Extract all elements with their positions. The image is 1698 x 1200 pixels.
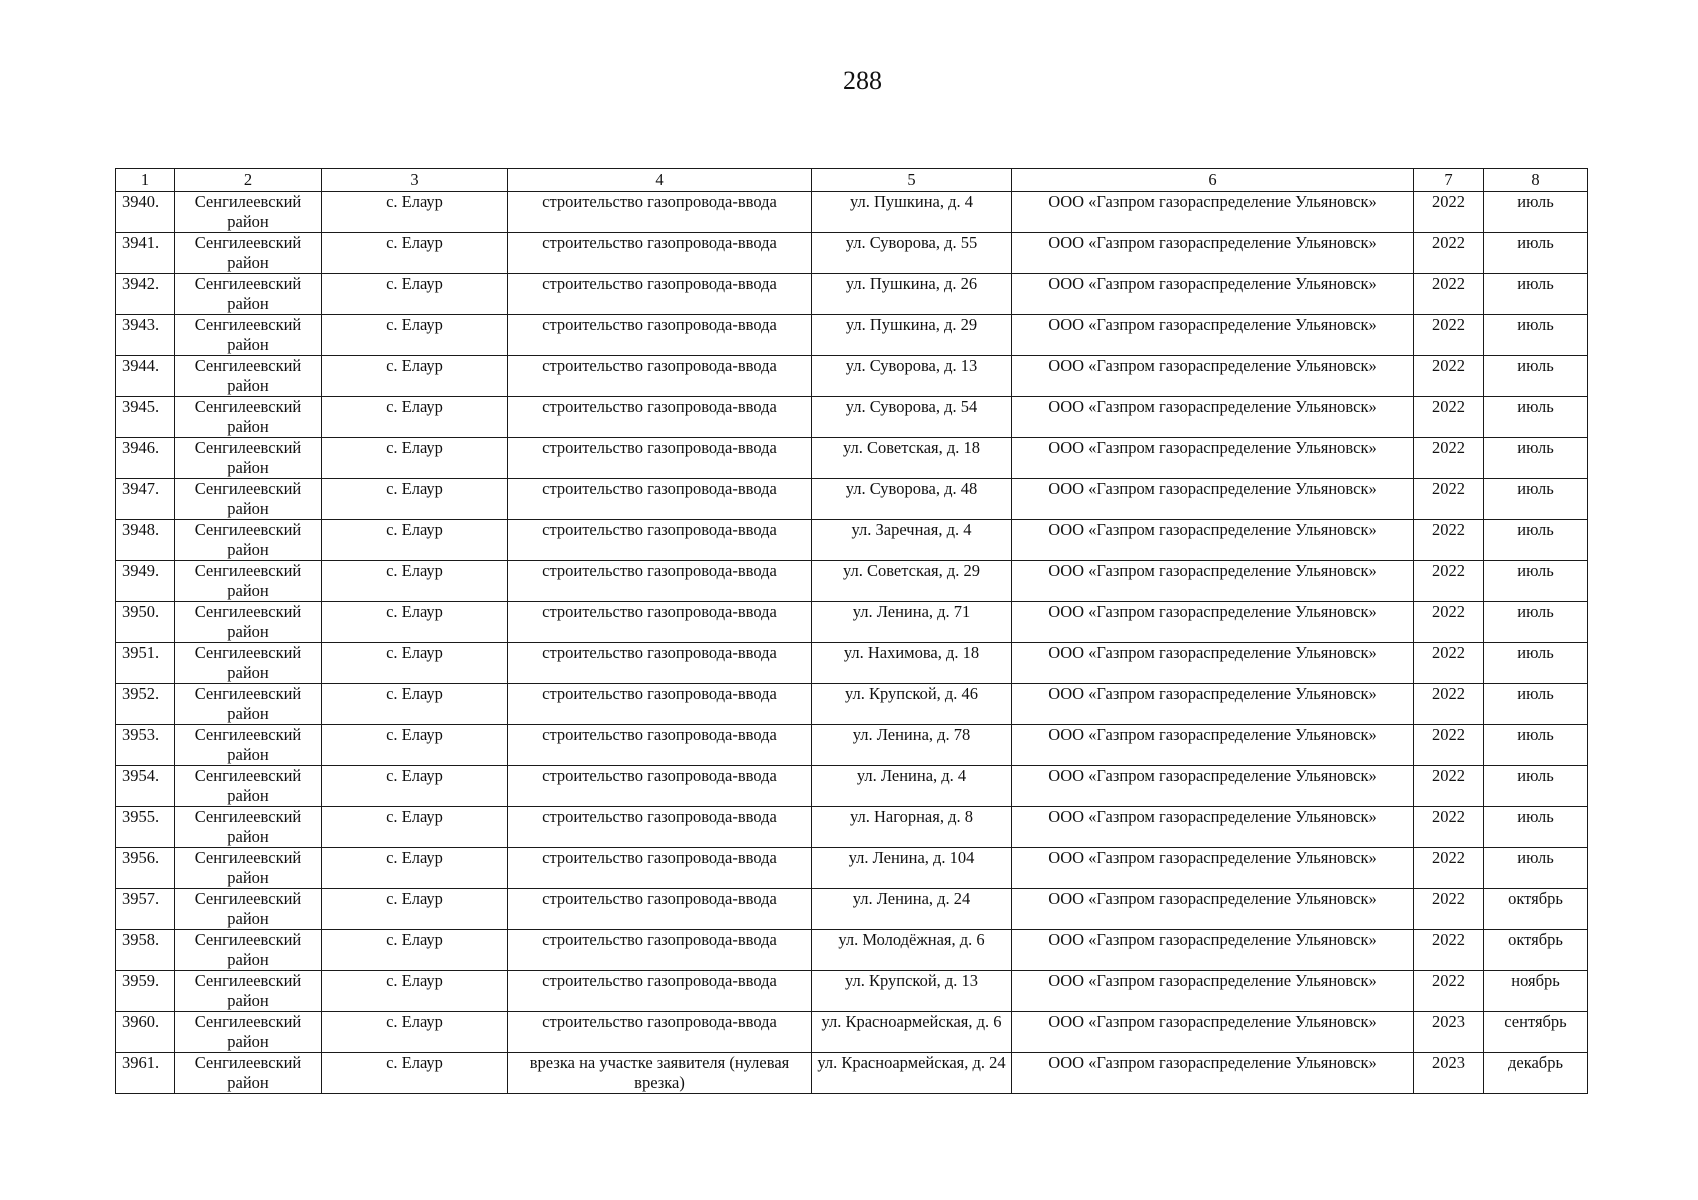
- district-cell: Сенгилеевский район: [175, 274, 322, 315]
- table-row: [116, 192, 1588, 233]
- row-number: 3955.: [116, 807, 175, 848]
- district-cell: Сенгилеевский район: [175, 356, 322, 397]
- year-cell: 2022: [1414, 971, 1484, 1012]
- table-row: [116, 684, 1588, 725]
- row-number: 3961.: [116, 1053, 175, 1094]
- work-type-cell: строительство газопровода-ввода: [508, 643, 812, 684]
- organization-cell: ООО «Газпром газораспределение Ульяновск»: [1012, 848, 1414, 889]
- month-cell: июль: [1484, 602, 1588, 643]
- address-cell: ул. Суворова, д. 48: [812, 479, 1012, 520]
- address-cell: ул. Ленина, д. 78: [812, 725, 1012, 766]
- address-cell: ул. Пушкина, д. 4: [812, 192, 1012, 233]
- settlement-cell: с. Елаур: [322, 397, 508, 438]
- row-number: 3952.: [116, 684, 175, 725]
- month-cell: июль: [1484, 356, 1588, 397]
- year-cell: 2023: [1414, 1053, 1484, 1094]
- table-row: [116, 848, 1588, 889]
- district-cell: Сенгилеевский район: [175, 930, 322, 971]
- organization-cell: ООО «Газпром газораспределение Ульяновск»: [1012, 643, 1414, 684]
- work-type-cell: строительство газопровода-ввода: [508, 848, 812, 889]
- table-row: [116, 643, 1588, 684]
- organization-cell: ООО «Газпром газораспределение Ульяновск»: [1012, 1053, 1414, 1094]
- address-cell: ул. Советская, д. 18: [812, 438, 1012, 479]
- district-cell: Сенгилеевский район: [175, 479, 322, 520]
- settlement-cell: с. Елаур: [322, 1012, 508, 1053]
- month-cell: июль: [1484, 520, 1588, 561]
- organization-cell: ООО «Газпром газораспределение Ульяновск»: [1012, 315, 1414, 356]
- year-cell: 2022: [1414, 315, 1484, 356]
- work-type-cell: строительство газопровода-ввода: [508, 561, 812, 602]
- table-row: [116, 274, 1588, 315]
- district-cell: Сенгилеевский район: [175, 643, 322, 684]
- address-cell: ул. Крупской, д. 13: [812, 971, 1012, 1012]
- month-cell: июль: [1484, 725, 1588, 766]
- organization-cell: ООО «Газпром газораспределение Ульяновск»: [1012, 438, 1414, 479]
- year-cell: 2022: [1414, 725, 1484, 766]
- table-row: [116, 520, 1588, 561]
- settlement-cell: с. Елаур: [322, 766, 508, 807]
- address-cell: ул. Ленина, д. 4: [812, 766, 1012, 807]
- settlement-cell: с. Елаур: [322, 643, 508, 684]
- year-cell: 2022: [1414, 643, 1484, 684]
- district-cell: Сенгилеевский район: [175, 684, 322, 725]
- row-number: 3954.: [116, 766, 175, 807]
- address-cell: ул. Красноармейская, д. 24: [812, 1053, 1012, 1094]
- district-cell: Сенгилеевский район: [175, 1012, 322, 1053]
- organization-cell: ООО «Газпром газораспределение Ульяновск»: [1012, 192, 1414, 233]
- month-cell: июль: [1484, 274, 1588, 315]
- settlement-cell: с. Елаур: [322, 233, 508, 274]
- district-cell: Сенгилеевский район: [175, 561, 322, 602]
- table-row: [116, 602, 1588, 643]
- settlement-cell: с. Елаур: [322, 1053, 508, 1094]
- row-number: 3953.: [116, 725, 175, 766]
- year-cell: 2022: [1414, 930, 1484, 971]
- settlement-cell: с. Елаур: [322, 971, 508, 1012]
- month-cell: октябрь: [1484, 930, 1588, 971]
- address-cell: ул. Суворова, д. 54: [812, 397, 1012, 438]
- year-cell: 2022: [1414, 274, 1484, 315]
- district-cell: Сенгилеевский район: [175, 397, 322, 438]
- district-cell: Сенгилеевский район: [175, 438, 322, 479]
- month-cell: июль: [1484, 233, 1588, 274]
- row-number: 3940.: [116, 192, 175, 233]
- table-row: [116, 397, 1588, 438]
- table-row: [116, 233, 1588, 274]
- settlement-cell: с. Елаур: [322, 315, 508, 356]
- row-number: 3957.: [116, 889, 175, 930]
- year-cell: 2022: [1414, 848, 1484, 889]
- organization-cell: ООО «Газпром газораспределение Ульяновск»: [1012, 274, 1414, 315]
- row-number: 3944.: [116, 356, 175, 397]
- table-row: [116, 561, 1588, 602]
- table-row: [116, 1012, 1588, 1053]
- work-type-cell: строительство газопровода-ввода: [508, 520, 812, 561]
- month-cell: сентябрь: [1484, 1012, 1588, 1053]
- district-cell: Сенгилеевский район: [175, 520, 322, 561]
- organization-cell: ООО «Газпром газораспределение Ульяновск»: [1012, 1012, 1414, 1053]
- address-cell: ул. Ленина, д. 104: [812, 848, 1012, 889]
- year-cell: 2022: [1414, 479, 1484, 520]
- year-cell: 2022: [1414, 233, 1484, 274]
- settlement-cell: с. Елаур: [322, 356, 508, 397]
- settlement-cell: с. Елаур: [322, 930, 508, 971]
- settlement-cell: с. Елаур: [322, 520, 508, 561]
- row-number: 3943.: [116, 315, 175, 356]
- month-cell: июль: [1484, 192, 1588, 233]
- col-header-3: 3: [322, 169, 508, 192]
- address-cell: ул. Пушкина, д. 29: [812, 315, 1012, 356]
- work-type-cell: строительство газопровода-ввода: [508, 192, 812, 233]
- month-cell: октябрь: [1484, 889, 1588, 930]
- month-cell: июль: [1484, 684, 1588, 725]
- settlement-cell: с. Елаур: [322, 602, 508, 643]
- header-row: [116, 169, 1588, 192]
- work-type-cell: строительство газопровода-ввода: [508, 233, 812, 274]
- table-row: [116, 930, 1588, 971]
- district-cell: Сенгилеевский район: [175, 971, 322, 1012]
- row-number: 3941.: [116, 233, 175, 274]
- month-cell: июль: [1484, 807, 1588, 848]
- table-row: [116, 438, 1588, 479]
- table-row: [116, 725, 1588, 766]
- col-header-4: 4: [508, 169, 812, 192]
- organization-cell: ООО «Газпром газораспределение Ульяновск»: [1012, 930, 1414, 971]
- table-row: [116, 315, 1588, 356]
- row-number: 3942.: [116, 274, 175, 315]
- district-cell: Сенгилеевский район: [175, 1053, 322, 1094]
- row-number: 3958.: [116, 930, 175, 971]
- month-cell: июль: [1484, 315, 1588, 356]
- row-number: 3948.: [116, 520, 175, 561]
- row-number: 3945.: [116, 397, 175, 438]
- year-cell: 2022: [1414, 397, 1484, 438]
- month-cell: июль: [1484, 643, 1588, 684]
- settlement-cell: с. Елаур: [322, 438, 508, 479]
- address-cell: ул. Суворова, д. 55: [812, 233, 1012, 274]
- address-cell: ул. Суворова, д. 13: [812, 356, 1012, 397]
- work-type-cell: строительство газопровода-ввода: [508, 479, 812, 520]
- year-cell: 2022: [1414, 356, 1484, 397]
- year-cell: 2022: [1414, 561, 1484, 602]
- register-table: [115, 168, 1588, 1094]
- settlement-cell: с. Елаур: [322, 561, 508, 602]
- table-row: [116, 971, 1588, 1012]
- work-type-cell: строительство газопровода-ввода: [508, 725, 812, 766]
- month-cell: июль: [1484, 397, 1588, 438]
- district-cell: Сенгилеевский район: [175, 233, 322, 274]
- address-cell: ул. Нахимова, д. 18: [812, 643, 1012, 684]
- address-cell: ул. Нагорная, д. 8: [812, 807, 1012, 848]
- month-cell: июль: [1484, 848, 1588, 889]
- table-row: [116, 807, 1588, 848]
- row-number: 3946.: [116, 438, 175, 479]
- address-cell: ул. Советская, д. 29: [812, 561, 1012, 602]
- district-cell: Сенгилеевский район: [175, 602, 322, 643]
- table-row: [116, 889, 1588, 930]
- table-row: [116, 766, 1588, 807]
- district-cell: Сенгилеевский район: [175, 315, 322, 356]
- organization-cell: ООО «Газпром газораспределение Ульяновск»: [1012, 479, 1414, 520]
- year-cell: 2022: [1414, 192, 1484, 233]
- district-cell: Сенгилеевский район: [175, 192, 322, 233]
- work-type-cell: строительство газопровода-ввода: [508, 397, 812, 438]
- work-type-cell: строительство газопровода-ввода: [508, 356, 812, 397]
- work-type-cell: строительство газопровода-ввода: [508, 766, 812, 807]
- month-cell: июль: [1484, 438, 1588, 479]
- row-number: 3956.: [116, 848, 175, 889]
- organization-cell: ООО «Газпром газораспределение Ульяновск»: [1012, 520, 1414, 561]
- col-header-1: 1: [116, 169, 175, 192]
- row-number: 3959.: [116, 971, 175, 1012]
- work-type-cell: строительство газопровода-ввода: [508, 602, 812, 643]
- year-cell: 2022: [1414, 684, 1484, 725]
- month-cell: декабрь: [1484, 1053, 1588, 1094]
- work-type-cell: строительство газопровода-ввода: [508, 971, 812, 1012]
- address-cell: ул. Крупской, д. 46: [812, 684, 1012, 725]
- year-cell: 2022: [1414, 438, 1484, 479]
- settlement-cell: с. Елаур: [322, 725, 508, 766]
- organization-cell: ООО «Газпром газораспределение Ульяновск»: [1012, 233, 1414, 274]
- col-header-2: 2: [175, 169, 322, 192]
- work-type-cell: строительство газопровода-ввода: [508, 1012, 812, 1053]
- month-cell: июль: [1484, 561, 1588, 602]
- month-cell: ноябрь: [1484, 971, 1588, 1012]
- year-cell: 2022: [1414, 602, 1484, 643]
- table-row: [116, 479, 1588, 520]
- organization-cell: ООО «Газпром газораспределение Ульяновск»: [1012, 602, 1414, 643]
- work-type-cell: строительство газопровода-ввода: [508, 274, 812, 315]
- year-cell: 2022: [1414, 889, 1484, 930]
- organization-cell: ООО «Газпром газораспределение Ульяновск»: [1012, 684, 1414, 725]
- district-cell: Сенгилеевский район: [175, 766, 322, 807]
- settlement-cell: с. Елаур: [322, 192, 508, 233]
- work-type-cell: строительство газопровода-ввода: [508, 684, 812, 725]
- district-cell: Сенгилеевский район: [175, 807, 322, 848]
- col-header-5: 5: [812, 169, 1012, 192]
- work-type-cell: врезка на участке заявителя (нулевая врезка): [508, 1053, 812, 1094]
- table-row: [116, 356, 1588, 397]
- row-number: 3951.: [116, 643, 175, 684]
- settlement-cell: с. Елаур: [322, 479, 508, 520]
- district-cell: Сенгилеевский район: [175, 889, 322, 930]
- row-number: 3949.: [116, 561, 175, 602]
- organization-cell: ООО «Газпром газораспределение Ульяновск»: [1012, 889, 1414, 930]
- organization-cell: ООО «Газпром газораспределение Ульяновск»: [1012, 397, 1414, 438]
- table-body: [116, 192, 1588, 1094]
- row-number: 3950.: [116, 602, 175, 643]
- row-number: 3960.: [116, 1012, 175, 1053]
- work-type-cell: строительство газопровода-ввода: [508, 807, 812, 848]
- month-cell: июль: [1484, 766, 1588, 807]
- month-cell: июль: [1484, 479, 1588, 520]
- year-cell: 2022: [1414, 807, 1484, 848]
- organization-cell: ООО «Газпром газораспределение Ульяновск»: [1012, 725, 1414, 766]
- address-cell: ул. Красноармейская, д. 6: [812, 1012, 1012, 1053]
- year-cell: 2022: [1414, 766, 1484, 807]
- organization-cell: ООО «Газпром газораспределение Ульяновск»: [1012, 766, 1414, 807]
- settlement-cell: с. Елаур: [322, 274, 508, 315]
- work-type-cell: строительство газопровода-ввода: [508, 438, 812, 479]
- work-type-cell: строительство газопровода-ввода: [508, 930, 812, 971]
- organization-cell: ООО «Газпром газораспределение Ульяновск»: [1012, 356, 1414, 397]
- address-cell: ул. Ленина, д. 71: [812, 602, 1012, 643]
- address-cell: ул. Заречная, д. 4: [812, 520, 1012, 561]
- table-row: [116, 1053, 1588, 1094]
- settlement-cell: с. Елаур: [322, 889, 508, 930]
- col-header-8: 8: [1484, 169, 1588, 192]
- organization-cell: ООО «Газпром газораспределение Ульяновск»: [1012, 561, 1414, 602]
- organization-cell: ООО «Газпром газораспределение Ульяновск»: [1012, 807, 1414, 848]
- col-header-7: 7: [1414, 169, 1484, 192]
- settlement-cell: с. Елаур: [322, 684, 508, 725]
- settlement-cell: с. Елаур: [322, 807, 508, 848]
- work-type-cell: строительство газопровода-ввода: [508, 889, 812, 930]
- organization-cell: ООО «Газпром газораспределение Ульяновск»: [1012, 971, 1414, 1012]
- row-number: 3947.: [116, 479, 175, 520]
- year-cell: 2022: [1414, 520, 1484, 561]
- col-header-6: 6: [1012, 169, 1414, 192]
- district-cell: Сенгилеевский район: [175, 848, 322, 889]
- page-number: 288: [843, 66, 882, 95]
- address-cell: ул. Ленина, д. 24: [812, 889, 1012, 930]
- year-cell: 2023: [1414, 1012, 1484, 1053]
- work-type-cell: строительство газопровода-ввода: [508, 315, 812, 356]
- district-cell: Сенгилеевский район: [175, 725, 322, 766]
- settlement-cell: с. Елаур: [322, 848, 508, 889]
- address-cell: ул. Молодёжная, д. 6: [812, 930, 1012, 971]
- address-cell: ул. Пушкина, д. 26: [812, 274, 1012, 315]
